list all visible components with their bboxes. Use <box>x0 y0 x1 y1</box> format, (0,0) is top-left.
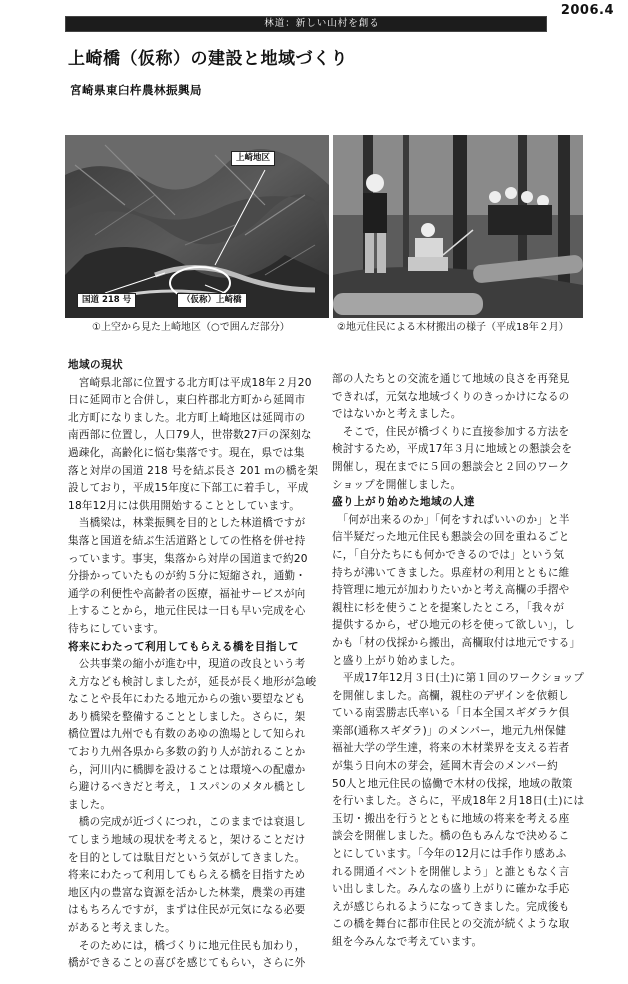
right-column <box>332 371 584 952</box>
label-kamisaki-bridge: （仮称）上崎橋 <box>177 293 247 308</box>
body-line: ショップを開催しました。 <box>332 478 462 491</box>
series-title: 林道：新しい山村を創る <box>262 17 382 31</box>
aerial-photo <box>65 135 329 318</box>
body-line: と盛り上がり始めました。 <box>332 654 462 667</box>
body-line: えが感じられるようになってきました。完成後も <box>332 900 570 913</box>
label-kamisaki-area: 上崎地区 <box>231 151 275 166</box>
body-line: 持ちが沸いてきました。県産材の利用とともに維 <box>332 566 570 579</box>
body-line: 談会を開催しました。橋の色もみんなで決めるこ <box>332 830 570 843</box>
body-line: てしまう地域の現状を考えると，架けることだけ <box>68 834 306 847</box>
left-column <box>68 357 318 973</box>
body-line: 18年12月には供用開始することとしています。 <box>68 499 300 512</box>
section-heading: 地域の現状 <box>68 359 123 371</box>
issue-date: 2006.4 <box>560 3 614 18</box>
body-line: かも「材の伐採から搬出，高欄取付は地元でする」 <box>332 636 581 649</box>
body-line: ました。 <box>68 798 112 811</box>
photo1-caption: ①上空から見た上崎地区（○で囲んだ部分） <box>92 322 290 333</box>
body-line: 「何が出来るのか」「何をすればいいのか」と半 <box>332 513 570 526</box>
body-line: この橋を舞台に都市住民との交流が続くような取 <box>332 918 570 931</box>
body-line: できれば，元気な地域づくりのきっかけになるの <box>332 390 570 403</box>
body-line: 玉切・搬出を行うとともに地域の将来を考える座 <box>332 812 570 825</box>
label-route-218: 国道 218 号 <box>77 293 136 308</box>
section-heading: 将来にわたって利用してもらえる橋を目指して <box>68 640 299 653</box>
body-line: 通学の利便性や高齢者の医療，福祉サービスが向 <box>68 587 306 600</box>
body-line: 宮崎県北部に位置する北方町は平成18年２月20 <box>68 376 312 389</box>
body-line: 上することから，地元住民は一日も早い完成を心 <box>68 605 306 618</box>
body-line: っています。事実，集落から対岸の国道まで約20 <box>68 552 308 565</box>
body-line: なことや長年にわたる地元からの強い要望なども <box>68 693 306 706</box>
body-line: があると考えました。 <box>68 922 176 934</box>
body-line: 信半疑だった地元住民も懇談会の回を重ねるごと <box>332 531 570 544</box>
body-line: 設しており，平成15年度に下部工に着手し，平成 <box>68 482 309 495</box>
body-line: を行いました。さらに，平成18年２月18日(土)には <box>332 795 585 808</box>
body-line: そこで，住民が橋づくりに直接参加する方法を <box>332 425 570 438</box>
body-line: あり橋梁を整備することとしました。さらに，架 <box>68 710 306 723</box>
body-line: 橋位置は九州でも有数のあゆの漁場として知られ <box>68 728 306 741</box>
section-heading: 盛り上がり始めた地域の人達 <box>332 496 475 509</box>
body-line: ではないかと考えました。 <box>332 408 462 421</box>
body-line: ており九州各県から多数の釣り人が訪れることか <box>68 746 306 759</box>
body-line: え方なども検討しましたが，延長が長く地形が急峻 <box>68 675 317 688</box>
body-line: 落と対岸の国道 218 号を結ぶ長さ 201 ｍの橋を架 <box>68 464 319 477</box>
photo2-caption: ②地元住民による木材搬出の様子（平成18年２月） <box>337 322 569 333</box>
body-line: 待ちにしています。 <box>68 622 165 635</box>
body-line: い出しました。みんなの盛り上がりに確かな手応 <box>332 883 570 896</box>
body-line: 南西部に位置し，人口79人，世帯数27戸の深刻な <box>68 429 312 442</box>
body-line: 開催し，現在までに５回の懇談会と２回のワーク <box>332 460 570 473</box>
body-line: 北方町になりました。北方町上崎地区は延岡市の <box>68 411 306 424</box>
body-line: 検討するため，平成17年３月に地域との懇談会を <box>332 443 573 456</box>
body-line: 地区内の豊富な資源を活かした林業，農業の再建 <box>68 886 306 899</box>
body-line: 提供するから，ぜひ地元の杉を使って欲しい」，し <box>332 619 575 632</box>
body-line: 持管理に地元が加わりたいかと考え高欄の手摺や <box>332 584 570 597</box>
body-line: 平成17年12月３日(土)に第１回のワークショップ <box>332 672 585 685</box>
timber-photo <box>333 135 583 318</box>
body-line: ら避けるべきだと考え，１スパンのメタル橋とし <box>68 781 307 794</box>
body-line: はもちろんですが，まずは住民が元気になる必要 <box>68 904 306 917</box>
body-line: そのためには，橋づくりに地元住民も加わり， <box>68 939 306 952</box>
body-line: 公共事業の縮小が進む中，現道の改良という考 <box>68 658 306 671</box>
body-line: 過疎化，高齢化に悩む集落です。現在，県では集 <box>68 446 305 459</box>
body-line: を開催しました。高欄，親柱のデザインを依頼し <box>332 689 569 702</box>
body-line: ら，河川内に橋脚を設けることは環境への配慮か <box>68 763 306 776</box>
body-line: 将来にわたって利用してもらえる橋を目指すため <box>68 869 306 882</box>
body-line: 親柱に杉を使うことを提案したところ，「我々が <box>332 601 565 614</box>
body-line: に，「自分たちにも何かできるのでは」という気 <box>332 548 565 561</box>
body-line: 50人と地元住民の協働で木材の伐採，地域の散策 <box>332 777 573 790</box>
body-line: 日に延岡市と合併し，東臼杵郡北方町から延岡市 <box>68 394 306 407</box>
body-line: が集う日向木の芽会，延岡木青会のメンバー約 <box>332 760 558 773</box>
article-author: 宮崎県東臼杵農林振興局 <box>70 83 202 97</box>
body-line: 組を今みんなで考えています。 <box>332 936 483 948</box>
article-title: 上崎橋（仮称）の建設と地域づくり <box>68 49 348 69</box>
body-line: 福祉大学の学生達，将来の木材業界を支える若者 <box>332 742 570 755</box>
body-line: れる開通イベントを開催しよう」と誰ともなく言 <box>332 865 570 878</box>
body-line: 当橋梁は，林業振興を目的とした林道橋ですが <box>68 517 306 530</box>
body-line: とにしています。「今年の12月には手作り感あふ <box>332 848 567 861</box>
body-line: 橋の完成が近づくにつれ，このままでは衰退し <box>68 816 306 829</box>
body-line: 集落と国道を結ぶ生活道路としての性格を併せ持 <box>68 534 306 547</box>
body-line: 橋ができることの喜びを感じてもらい，さらに外 <box>68 957 306 970</box>
body-line: 楽部(通称スギダラ)」のメンバー，地元九州保健 <box>332 724 567 737</box>
body-line: を目的としては駄目だという気がしてきました。 <box>68 851 306 864</box>
body-line: 部の人たちとの交流を通じて地域の良さを再発見 <box>332 373 570 385</box>
body-line: 分掛かっていたものが約５分に短縮され，通勤・ <box>68 570 307 583</box>
body-line: ている南雲勝志氏率いる「日本全国スギダラケ倶 <box>332 707 570 720</box>
